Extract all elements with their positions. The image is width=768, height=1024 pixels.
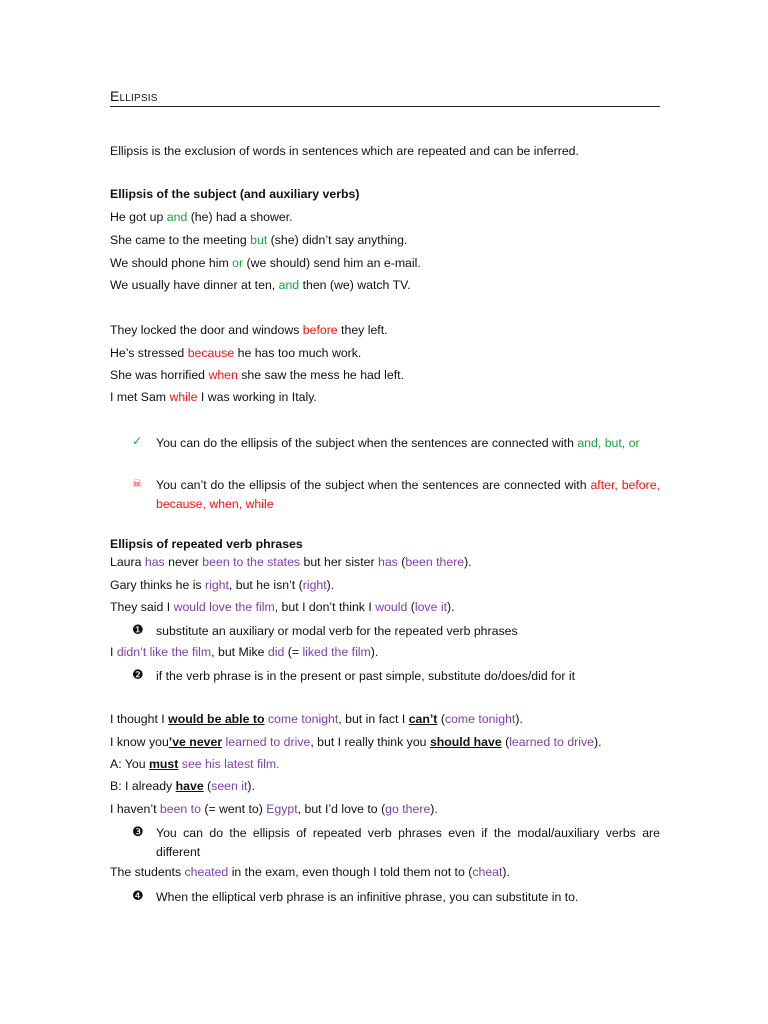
text: Laura bbox=[110, 555, 145, 569]
example-sentence bbox=[110, 757, 280, 771]
verb-phrase: love it bbox=[414, 600, 447, 614]
text: He’s stressed bbox=[110, 346, 188, 360]
conjunction: and bbox=[278, 278, 300, 292]
verb: has bbox=[377, 555, 398, 569]
verb-phrase: Egypt bbox=[266, 802, 298, 816]
text: I was working in Italy. bbox=[197, 390, 317, 404]
text: ( bbox=[397, 555, 406, 569]
verb-phrase: been to the states bbox=[202, 555, 301, 569]
verb-phrase: cheat bbox=[472, 865, 503, 879]
auxiliary-verb: have bbox=[175, 779, 204, 793]
text: ). bbox=[593, 735, 602, 749]
conjunction: and bbox=[166, 210, 188, 224]
text: He got up bbox=[110, 210, 167, 224]
text: She was horrified bbox=[110, 368, 209, 382]
text: ( bbox=[437, 712, 445, 726]
text: ). bbox=[247, 779, 255, 793]
text: We should phone him bbox=[110, 256, 233, 270]
note-1: substitute an auxiliary or modal verb for the repeated verb phrases bbox=[156, 624, 518, 638]
note-2: if the verb phrase is in the present or past simple, substitute do/does/did for it bbox=[156, 669, 576, 683]
text: ). bbox=[446, 600, 455, 614]
text: , but in fact I bbox=[338, 712, 409, 726]
rule-can bbox=[156, 434, 660, 453]
example-sentence bbox=[110, 210, 293, 224]
text: (he) had a shower. bbox=[187, 210, 293, 224]
example-sentence bbox=[110, 578, 334, 592]
text: A: You bbox=[110, 757, 149, 771]
example-sentence bbox=[110, 802, 438, 816]
page-title: Ellipsis bbox=[110, 88, 660, 107]
text: They said I bbox=[110, 600, 174, 614]
text: B: I already bbox=[110, 779, 176, 793]
example-sentence bbox=[110, 645, 378, 659]
text: they left. bbox=[337, 323, 388, 337]
text: ). bbox=[502, 865, 510, 879]
verb-phrase: learned to drive bbox=[509, 735, 594, 749]
modal-verb: should have bbox=[429, 735, 502, 749]
modal-verb: would be able to bbox=[168, 712, 265, 726]
text: Gary thinks he is bbox=[110, 578, 205, 592]
text: ). bbox=[515, 712, 523, 726]
text: I bbox=[110, 645, 117, 659]
verb-phrase: seen it bbox=[211, 779, 248, 793]
verb-phrase: right bbox=[302, 578, 327, 592]
note-4: When the elliptical verb phrase is an infinitive phrase, you can substitute in to. bbox=[156, 890, 579, 904]
example-sentence bbox=[110, 735, 601, 749]
verb-phrase: would love the film bbox=[173, 600, 275, 614]
intro-text: Ellipsis is the exclusion of words in sentences which are repeated and can be inferred. bbox=[110, 144, 579, 158]
text: We usually have dinner at ten, bbox=[110, 278, 279, 292]
text: ( bbox=[203, 779, 212, 793]
number-two-icon: ❷ bbox=[132, 667, 144, 682]
conjunction-list: after, before, because, when, while bbox=[156, 478, 660, 511]
verb-phrase: right bbox=[205, 578, 229, 592]
text: ). bbox=[326, 578, 335, 592]
number-four-icon: ❹ bbox=[132, 888, 144, 903]
text: , but he isn’t ( bbox=[228, 578, 303, 592]
text: ). bbox=[430, 802, 438, 816]
text: The students bbox=[110, 865, 185, 879]
text: I met Sam bbox=[110, 390, 170, 404]
example-sentence bbox=[110, 555, 472, 569]
text: never bbox=[164, 555, 203, 569]
verb: would bbox=[375, 600, 408, 614]
conjunction: but bbox=[250, 233, 268, 247]
example-sentence bbox=[110, 600, 455, 614]
text: , but I really think you bbox=[310, 735, 430, 749]
text: She came to the meeting bbox=[110, 233, 251, 247]
verb-phrase: cheated bbox=[184, 865, 229, 879]
note-3: You can do the ellipsis of repeated verb phrases even if the modal/auxiliary verbs are different bbox=[156, 826, 660, 859]
text: he has too much work. bbox=[234, 346, 362, 360]
modal-verb: must bbox=[148, 757, 179, 771]
text: , but I don’t think I bbox=[274, 600, 376, 614]
verb-phrase: see his latest film. bbox=[181, 757, 280, 771]
text: I haven’t bbox=[110, 802, 160, 816]
example-sentence bbox=[110, 865, 510, 879]
conjunction: when bbox=[208, 368, 238, 382]
text: I thought I bbox=[110, 712, 169, 726]
text: ). bbox=[464, 555, 472, 569]
example-sentence bbox=[110, 779, 255, 793]
example-sentence bbox=[110, 346, 361, 360]
text: (she) didn’t say anything. bbox=[267, 233, 408, 247]
rule-cant bbox=[156, 476, 660, 514]
verb-phrase: come tonight bbox=[267, 712, 339, 726]
conjunction-list: and, but, or bbox=[577, 436, 640, 450]
section1-heading: Ellipsis of the subject (and auxiliary verbs) bbox=[110, 187, 360, 201]
section2-heading: Ellipsis of repeated verb phrases bbox=[110, 537, 303, 551]
text: , but Mike bbox=[211, 645, 268, 659]
verb-phrase: been to bbox=[159, 802, 201, 816]
conjunction: while bbox=[169, 390, 198, 404]
text: in the exam, even though I told them not to ( bbox=[228, 865, 473, 879]
text: ). bbox=[370, 645, 379, 659]
text: she saw the mess he had left. bbox=[237, 368, 404, 382]
example-sentence bbox=[110, 390, 317, 404]
number-three-icon: ❸ bbox=[132, 824, 144, 839]
check-icon: ✓ bbox=[132, 434, 143, 448]
text: You can do the ellipsis of the subject when the sentences are connected with bbox=[156, 436, 578, 450]
text: then (we) watch TV. bbox=[299, 278, 411, 292]
text: (we should) send him an e-mail. bbox=[243, 256, 421, 270]
example-sentence bbox=[110, 323, 388, 337]
text: ( bbox=[501, 735, 510, 749]
text: but her sister bbox=[300, 555, 378, 569]
conjunction: before bbox=[302, 323, 338, 337]
text: I know you bbox=[110, 735, 169, 749]
skull-crossbones-icon: ☠ bbox=[132, 478, 142, 490]
auxiliary-verb: ’ve never bbox=[168, 735, 223, 749]
verb-phrase: been there bbox=[405, 555, 465, 569]
text: You can’t do the ellipsis of the subject when the sentences are connected with bbox=[156, 478, 591, 492]
verb-phrase: come tonight bbox=[444, 712, 516, 726]
example-sentence bbox=[110, 368, 404, 382]
modal-verb: can’t bbox=[408, 712, 438, 726]
verb-phrase: liked the film bbox=[302, 645, 371, 659]
text: (= bbox=[284, 645, 303, 659]
verb-phrase: learned to drive bbox=[225, 735, 311, 749]
verb-phrase: go there bbox=[385, 802, 431, 816]
example-sentence bbox=[110, 278, 411, 292]
number-one-icon: ❶ bbox=[132, 622, 144, 637]
example-sentence bbox=[110, 233, 407, 247]
verb: did bbox=[267, 645, 285, 659]
text: , but I’d love to ( bbox=[297, 802, 386, 816]
example-sentence bbox=[110, 256, 421, 270]
example-sentence bbox=[110, 712, 523, 726]
conjunction: or bbox=[232, 256, 244, 270]
text: (= went to) bbox=[200, 802, 267, 816]
text: They locked the door and windows bbox=[110, 323, 303, 337]
verb-phrase: didn’t like the film bbox=[116, 645, 212, 659]
conjunction: because bbox=[187, 346, 235, 360]
verb: has bbox=[144, 555, 165, 569]
text: ( bbox=[407, 600, 415, 614]
